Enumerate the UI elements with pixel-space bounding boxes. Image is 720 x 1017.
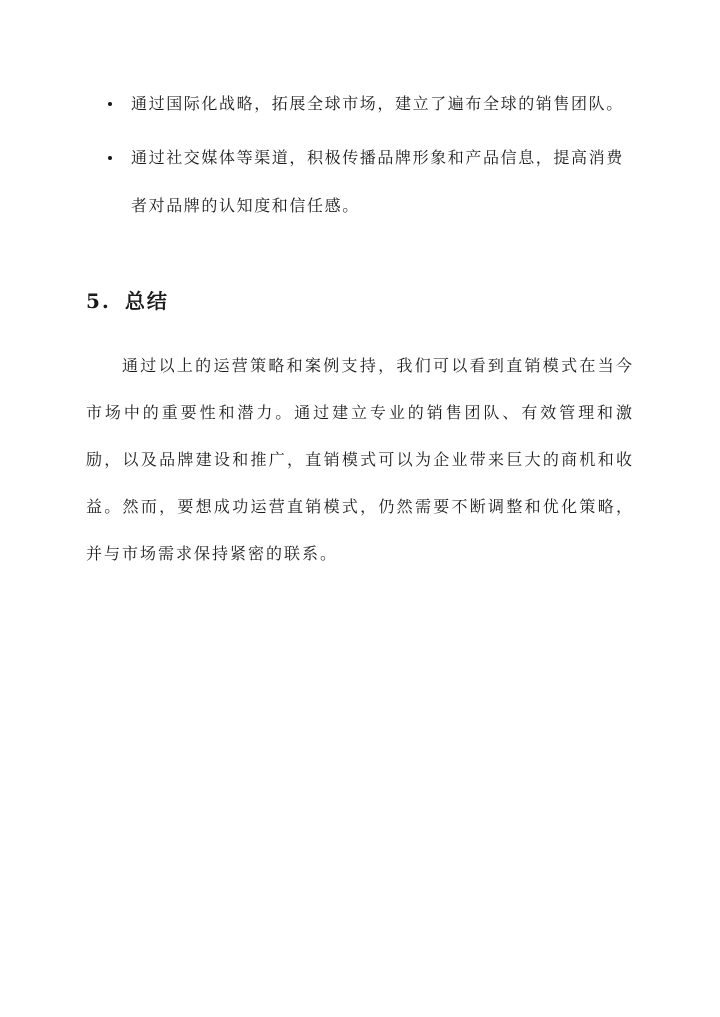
bullet-list bbox=[86, 80, 638, 236]
section-number: 5. bbox=[86, 289, 111, 313]
section-heading bbox=[86, 285, 169, 317]
bullet-dot-icon bbox=[108, 156, 112, 160]
bullet-dot-icon bbox=[108, 102, 112, 106]
section-title: 总结 bbox=[124, 289, 169, 313]
bullet-text: 通过社交媒体等渠道，积极传播品牌形象和产品信息，提高消费者对品牌的认知度和信任感。 bbox=[131, 148, 624, 215]
bullet-item bbox=[86, 80, 638, 128]
bullet-item bbox=[86, 134, 638, 230]
bullet-text: 通过国际化战略，拓展全球市场，建立了遍布全球的销售团队。 bbox=[131, 94, 624, 113]
summary-paragraph: 通过以上的运营策略和案例支持，我们可以看到直销模式在当今市场中的重要性和潜力。通过建立专业的销售团队、有效管理和激励，以及品牌建设和推广，直销模式可以为企业带来巨大的商机和收益。然而，要想成功运营直销模式，仍然需要不断调整和优化策略，并与市场需求保持紧密的联系。 bbox=[86, 356, 634, 563]
